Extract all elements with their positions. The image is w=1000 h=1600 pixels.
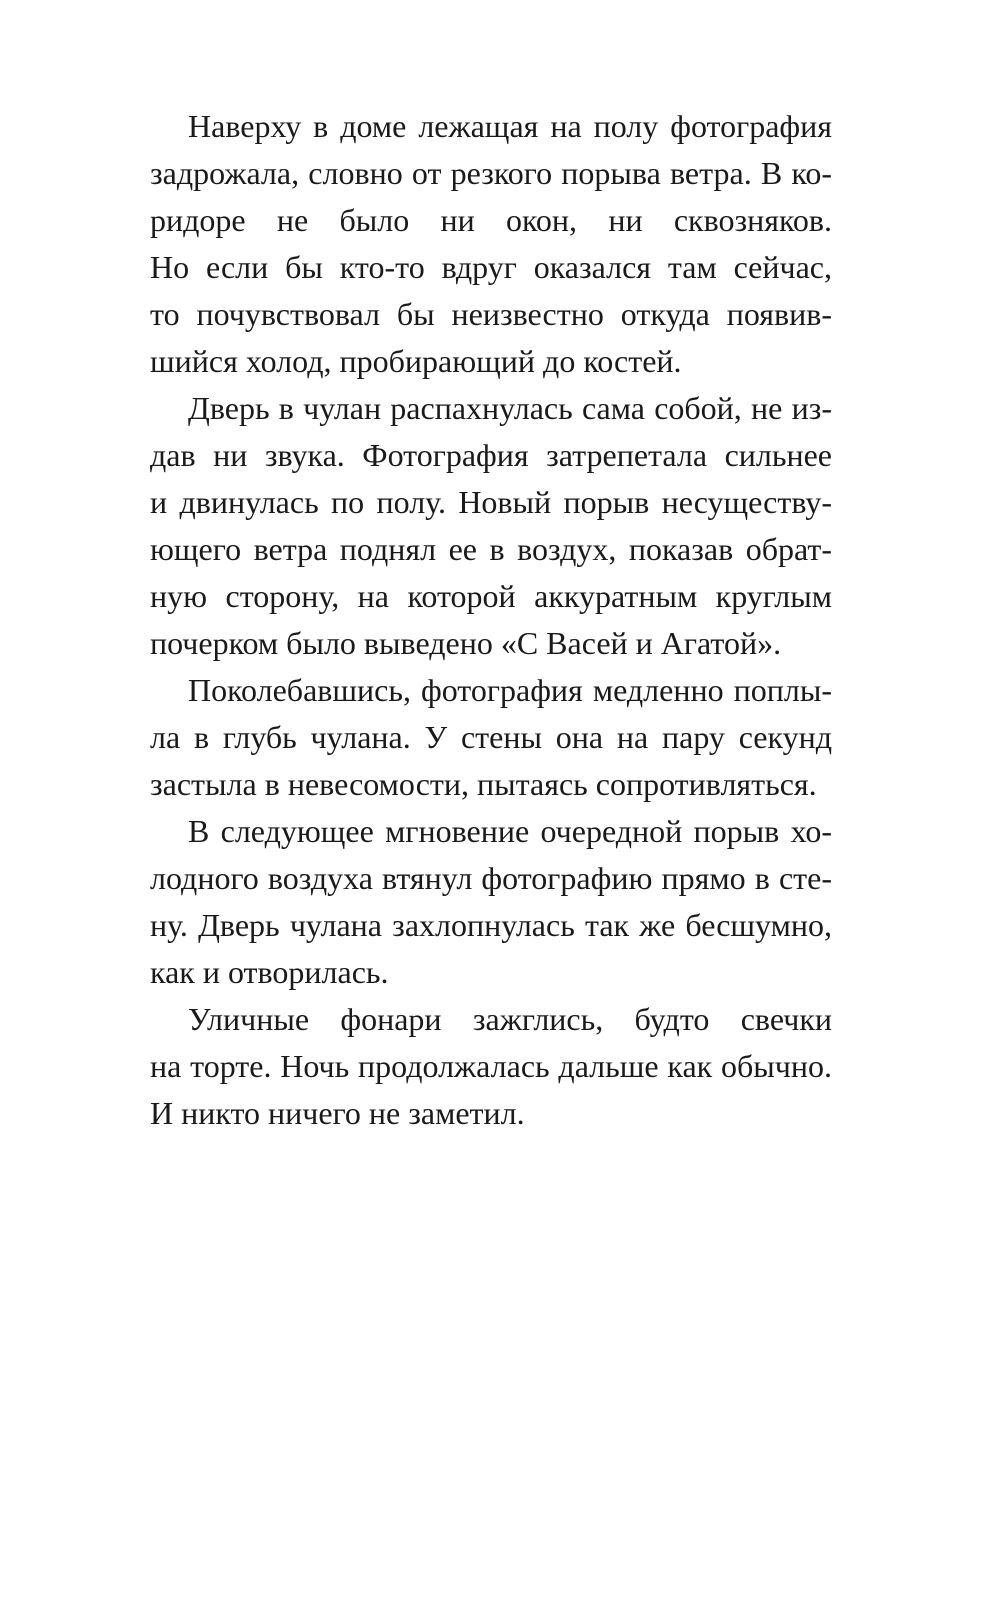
text-line: ную сторону, на которой аккуратным круглым: [150, 578, 832, 614]
text-line: на торте. Ночь продолжалась дальше как обычно.: [150, 1048, 832, 1084]
text-line: И никто ничего не заметил.: [150, 1095, 525, 1131]
text-line: почерком было выведено «С Васей и Агатой».: [150, 625, 782, 661]
text-line: и двинулась по полу. Новый порыв несуществу-: [150, 484, 832, 520]
text-line: застыла в невесомости, пытаясь сопротивляться.: [150, 766, 817, 802]
text-line: ридоре не было ни окон, ни сквозняков.: [150, 202, 832, 238]
text-line: шийся холод, пробирающий до костей.: [150, 343, 682, 379]
text-line: Уличные фонари зажглись, будто свечки: [188, 1001, 832, 1037]
text-line: как и отворилась.: [150, 954, 389, 990]
text-line: лодного воздуха втянул фотографию прямо в сте-: [150, 860, 832, 896]
paragraph-4: [150, 808, 832, 996]
text-line: Дверь в чулан распахнулась сама собой, не из-: [188, 390, 832, 426]
paragraph-5: [150, 996, 832, 1137]
text-line: Поколебавшись, фотография медленно поплы-: [188, 672, 832, 708]
paragraph-2: [150, 385, 832, 667]
text-line: Наверху в доме лежащая на полу фотография: [188, 108, 832, 144]
text-line: ла в глубь чулана. У стены она на пару секунд: [150, 719, 832, 755]
paragraph-3: [150, 667, 832, 808]
text-line: дав ни звука. Фотография затрепетала сильнее: [150, 437, 832, 473]
page-text: [150, 103, 832, 1137]
text-line: ну. Дверь чулана захлопнулась так же бесшумно,: [150, 907, 832, 943]
text-line: В следующее мгновение очередной порыв хо-: [188, 813, 832, 849]
paragraph-1: [150, 103, 832, 385]
text-line: то почувствовал бы неизвестно откуда появив-: [150, 296, 832, 332]
text-line: задрожала, словно от резкого порыва ветра. В ко-: [150, 155, 832, 191]
text-line: Но если бы кто-то вдруг оказался там сейчас,: [150, 249, 832, 285]
text-line: ющего ветра поднял ее в воздух, показав обрат-: [150, 531, 832, 567]
